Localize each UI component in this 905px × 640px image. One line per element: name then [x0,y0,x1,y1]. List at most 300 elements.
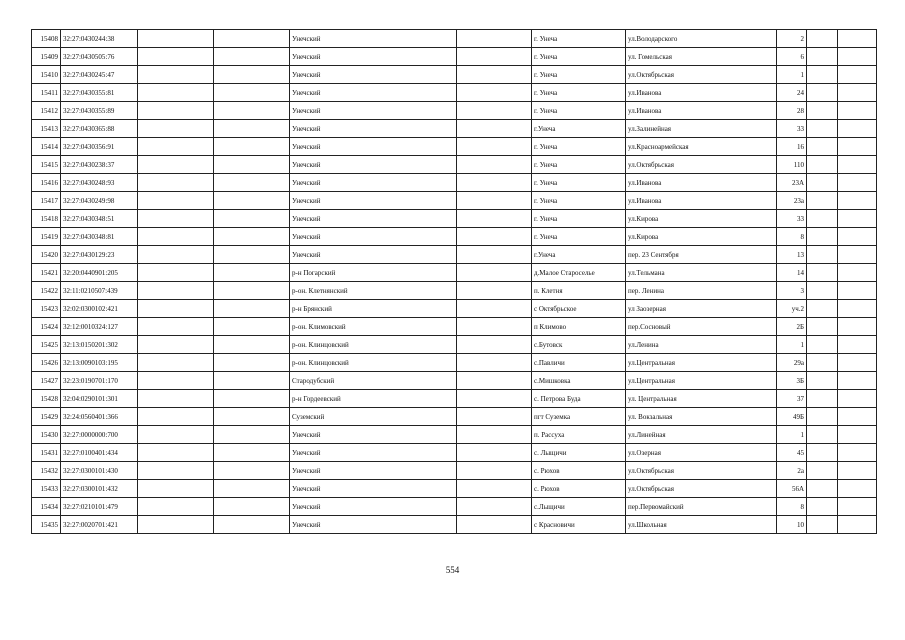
empty-cell [457,102,532,120]
table-row [32,408,877,426]
cadastral-number-cell: 32:27:0210101:479 [61,498,138,516]
district-cell: р-он. Клинцовский [290,354,457,372]
empty-cell [214,336,290,354]
empty-cell [214,228,290,246]
empty-cell [138,318,214,336]
cadastral-number-cell: 32:24:0560401:366 [61,408,138,426]
table-row [32,210,877,228]
district-cell: Унечский [290,66,457,84]
empty-cell [807,462,838,480]
cadastral-number-cell: 32:13:0090103:195 [61,354,138,372]
district-cell: Унечский [290,426,457,444]
empty-cell [138,516,214,534]
district-cell: р-он. Клинцовский [290,336,457,354]
row-number-cell: 15426 [32,354,61,372]
row-number-cell: 15417 [32,192,61,210]
settlement-cell: с Октябрьское [532,300,626,318]
house-number-cell: 24 [777,84,807,102]
empty-cell [457,444,532,462]
cadastral-number-cell: 32:27:0300101:430 [61,462,138,480]
empty-cell [214,354,290,372]
empty-cell [838,516,877,534]
empty-cell [138,480,214,498]
street-cell: ул.Кирова [626,228,777,246]
street-cell: пер. 23 Сентября [626,246,777,264]
empty-cell [838,336,877,354]
street-cell: ул. Вокзальная [626,408,777,426]
empty-cell [838,48,877,66]
registry-body [32,30,877,534]
empty-cell [457,30,532,48]
empty-cell [457,318,532,336]
empty-cell [838,498,877,516]
district-cell: р-н Погарский [290,264,457,282]
empty-cell [138,282,214,300]
empty-cell [807,408,838,426]
street-cell: ул.Ленина [626,336,777,354]
district-cell: Унечский [290,30,457,48]
settlement-cell: п. Клетня [532,282,626,300]
row-number-cell: 15420 [32,246,61,264]
table-row [32,138,877,156]
row-number-cell: 15433 [32,480,61,498]
cadastral-number-cell: 32:13:0150201:302 [61,336,138,354]
house-number-cell: 3Б [777,372,807,390]
empty-cell [807,354,838,372]
empty-cell [214,246,290,264]
empty-cell [214,444,290,462]
empty-cell [838,30,877,48]
empty-cell [138,138,214,156]
empty-cell [838,390,877,408]
empty-cell [138,372,214,390]
empty-cell [138,300,214,318]
house-number-cell: 23А [777,174,807,192]
empty-cell [457,354,532,372]
empty-cell [807,30,838,48]
row-number-cell: 15418 [32,210,61,228]
house-number-cell: 8 [777,498,807,516]
table-row [32,264,877,282]
empty-cell [214,210,290,228]
cadastral-number-cell: 32:27:0300101:432 [61,480,138,498]
empty-cell [838,192,877,210]
empty-cell [457,480,532,498]
settlement-cell: с.Бутовск [532,336,626,354]
table-row [32,192,877,210]
settlement-cell: г. Унеча [532,84,626,102]
row-number-cell: 15431 [32,444,61,462]
empty-cell [807,210,838,228]
empty-cell [214,318,290,336]
street-cell: ул.Иванова [626,84,777,102]
street-cell: ул.Тельмана [626,264,777,282]
empty-cell [838,210,877,228]
street-cell: ул.Иванова [626,192,777,210]
empty-cell [214,282,290,300]
settlement-cell: с. Рюхов [532,462,626,480]
cadastral-number-cell: 32:27:0430356:91 [61,138,138,156]
district-cell: р-н Брянский [290,300,457,318]
row-number-cell: 15416 [32,174,61,192]
house-number-cell: 2 [777,30,807,48]
empty-cell [214,462,290,480]
empty-cell [214,264,290,282]
house-number-cell: 28 [777,102,807,120]
empty-cell [214,192,290,210]
settlement-cell: г. Унеча [532,66,626,84]
cadastral-number-cell: 32:20:0440901:205 [61,264,138,282]
street-cell: ул.Иванова [626,102,777,120]
settlement-cell: с Красновичи [532,516,626,534]
empty-cell [457,498,532,516]
empty-cell [807,48,838,66]
cadastral-number-cell: 32:27:0430355:89 [61,102,138,120]
settlement-cell: г. Унеча [532,48,626,66]
row-number-cell: 15432 [32,462,61,480]
settlement-cell: г.Унеча [532,120,626,138]
row-number-cell: 15427 [32,372,61,390]
table-row [32,372,877,390]
empty-cell [457,192,532,210]
empty-cell [214,66,290,84]
table-row [32,516,877,534]
empty-cell [807,84,838,102]
empty-cell [807,174,838,192]
empty-cell [138,390,214,408]
table-row [32,48,877,66]
table-row [32,228,877,246]
empty-cell [807,192,838,210]
table-row [32,282,877,300]
empty-cell [807,300,838,318]
registry-table [31,29,877,534]
table-row [32,120,877,138]
district-cell: Суземский [290,408,457,426]
house-number-cell: 23а [777,192,807,210]
row-number-cell: 15421 [32,264,61,282]
cadastral-number-cell: 32:27:0430245:47 [61,66,138,84]
row-number-cell: 15412 [32,102,61,120]
settlement-cell: с. Лыщичи [532,444,626,462]
table-row [32,300,877,318]
street-cell: пер. Ленина [626,282,777,300]
empty-cell [838,138,877,156]
district-cell: Унечский [290,48,457,66]
district-cell: Унечский [290,210,457,228]
empty-cell [838,462,877,480]
table-row [32,66,877,84]
empty-cell [457,156,532,174]
district-cell: Унечский [290,84,457,102]
empty-cell [807,66,838,84]
empty-cell [457,408,532,426]
row-number-cell: 15414 [32,138,61,156]
house-number-cell: 16 [777,138,807,156]
cadastral-number-cell: 32:27:0100401:434 [61,444,138,462]
empty-cell [138,426,214,444]
district-cell: р-он. Климовский [290,318,457,336]
empty-cell [138,246,214,264]
empty-cell [807,138,838,156]
empty-cell [807,444,838,462]
empty-cell [457,84,532,102]
empty-cell [214,390,290,408]
settlement-cell: г. Унеча [532,138,626,156]
street-cell: ул.Красноармейская [626,138,777,156]
settlement-cell: с.Павличи [532,354,626,372]
empty-cell [457,462,532,480]
empty-cell [838,264,877,282]
district-cell: р-н Гордеевский [290,390,457,408]
settlement-cell: с. Рюхов [532,480,626,498]
empty-cell [838,444,877,462]
house-number-cell: 1 [777,336,807,354]
empty-cell [138,174,214,192]
cadastral-number-cell: 32:27:0430244:38 [61,30,138,48]
table-row [32,84,877,102]
empty-cell [838,174,877,192]
row-number-cell: 15415 [32,156,61,174]
house-number-cell: уч.2 [777,300,807,318]
row-number-cell: 15434 [32,498,61,516]
row-number-cell: 15429 [32,408,61,426]
empty-cell [214,372,290,390]
empty-cell [138,354,214,372]
cadastral-number-cell: 32:27:0430249:98 [61,192,138,210]
empty-cell [457,426,532,444]
district-cell: Унечский [290,462,457,480]
row-number-cell: 15428 [32,390,61,408]
empty-cell [138,228,214,246]
empty-cell [214,138,290,156]
table-row [32,480,877,498]
settlement-cell: п. Рассуха [532,426,626,444]
cadastral-number-cell: 32:27:0430248:93 [61,174,138,192]
street-cell: пер.Первомайский [626,498,777,516]
empty-cell [138,192,214,210]
street-cell: ул.Иванова [626,174,777,192]
table-row [32,444,877,462]
house-number-cell: 33 [777,210,807,228]
house-number-cell: 1 [777,66,807,84]
cadastral-number-cell: 32:27:0430355:81 [61,84,138,102]
street-cell: ул.Кирова [626,210,777,228]
district-cell: Унечский [290,174,457,192]
empty-cell [214,516,290,534]
empty-cell [214,120,290,138]
page-number: 554 [445,565,460,575]
row-number-cell: 15410 [32,66,61,84]
district-cell: Унечский [290,480,457,498]
row-number-cell: 15435 [32,516,61,534]
empty-cell [807,372,838,390]
empty-cell [838,228,877,246]
house-number-cell: 49Б [777,408,807,426]
empty-cell [214,426,290,444]
table-row [32,336,877,354]
row-number-cell: 15430 [32,426,61,444]
cadastral-number-cell: 32:04:0290101:301 [61,390,138,408]
row-number-cell: 15411 [32,84,61,102]
empty-cell [214,174,290,192]
street-cell: ул.Октябрьская [626,66,777,84]
empty-cell [807,498,838,516]
settlement-cell: пгт Суземка [532,408,626,426]
empty-cell [807,516,838,534]
table-row [32,156,877,174]
empty-cell [457,66,532,84]
cadastral-number-cell: 32:27:0430348:81 [61,228,138,246]
empty-cell [214,408,290,426]
house-number-cell: 6 [777,48,807,66]
table-row [32,102,877,120]
district-cell: Унечский [290,102,457,120]
empty-cell [838,282,877,300]
empty-cell [807,282,838,300]
street-cell: ул.Центральная [626,372,777,390]
empty-cell [807,318,838,336]
empty-cell [807,264,838,282]
street-cell: ул.Октябрьская [626,156,777,174]
empty-cell [138,336,214,354]
empty-cell [138,444,214,462]
cadastral-number-cell: 32:23:0190701:170 [61,372,138,390]
empty-cell [138,48,214,66]
house-number-cell: 110 [777,156,807,174]
empty-cell [138,30,214,48]
settlement-cell: д.Малое Староселье [532,264,626,282]
empty-cell [138,66,214,84]
empty-cell [838,480,877,498]
empty-cell [457,174,532,192]
empty-cell [457,282,532,300]
house-number-cell: 29а [777,354,807,372]
house-number-cell: 14 [777,264,807,282]
empty-cell [457,228,532,246]
empty-cell [457,120,532,138]
empty-cell [838,300,877,318]
street-cell: ул.Володарского [626,30,777,48]
empty-cell [457,210,532,228]
empty-cell [838,66,877,84]
table-row [32,30,877,48]
empty-cell [457,264,532,282]
empty-cell [807,156,838,174]
house-number-cell: 10 [777,516,807,534]
empty-cell [807,390,838,408]
house-number-cell: 2Б [777,318,807,336]
empty-cell [214,30,290,48]
street-cell: ул.Озерная [626,444,777,462]
empty-cell [214,102,290,120]
empty-cell [138,462,214,480]
empty-cell [214,300,290,318]
empty-cell [838,246,877,264]
row-number-cell: 15424 [32,318,61,336]
empty-cell [838,354,877,372]
cadastral-number-cell: 32:02:0300102:421 [61,300,138,318]
district-cell: Унечский [290,444,457,462]
empty-cell [138,84,214,102]
street-cell: ул.Октябрьская [626,480,777,498]
house-number-cell: 2а [777,462,807,480]
settlement-cell: г.Унеча [532,246,626,264]
table-row [32,318,877,336]
empty-cell [457,138,532,156]
empty-cell [838,156,877,174]
street-cell: ул.Школьная [626,516,777,534]
settlement-cell: г. Унеча [532,228,626,246]
cadastral-number-cell: 32:11:0210507:439 [61,282,138,300]
house-number-cell: 8 [777,228,807,246]
cadastral-number-cell: 32:27:0430505:76 [61,48,138,66]
empty-cell [214,84,290,102]
table-row [32,462,877,480]
district-cell: Унечский [290,498,457,516]
street-cell: ул Заозерная [626,300,777,318]
table-row [32,246,877,264]
cadastral-number-cell: 32:27:0430129:23 [61,246,138,264]
empty-cell [138,498,214,516]
house-number-cell: 56А [777,480,807,498]
cadastral-number-cell: 32:27:0020701:421 [61,516,138,534]
settlement-cell: п Климово [532,318,626,336]
empty-cell [838,84,877,102]
empty-cell [138,120,214,138]
table-row [32,426,877,444]
house-number-cell: 37 [777,390,807,408]
row-number-cell: 15425 [32,336,61,354]
empty-cell [457,516,532,534]
cadastral-number-cell: 32:27:0000000:700 [61,426,138,444]
row-number-cell: 15422 [32,282,61,300]
empty-cell [138,264,214,282]
settlement-cell: г. Унеча [532,192,626,210]
street-cell: ул. Гомельская [626,48,777,66]
house-number-cell: 45 [777,444,807,462]
settlement-cell: г. Унеча [532,210,626,228]
empty-cell [457,336,532,354]
district-cell: р-он. Клетнянский [290,282,457,300]
cadastral-number-cell: 32:27:0430348:51 [61,210,138,228]
house-number-cell: 33 [777,120,807,138]
row-number-cell: 15413 [32,120,61,138]
street-cell: ул.Линейная [626,426,777,444]
street-cell: пер.Сосновый [626,318,777,336]
street-cell: ул. Центральная [626,390,777,408]
district-cell: Унечский [290,228,457,246]
empty-cell [807,480,838,498]
empty-cell [214,48,290,66]
cadastral-number-cell: 32:27:0430365:88 [61,120,138,138]
empty-cell [457,390,532,408]
settlement-cell: с. Петрова Буда [532,390,626,408]
empty-cell [457,48,532,66]
settlement-cell: г. Унеча [532,102,626,120]
cadastral-number-cell: 32:27:0430238:37 [61,156,138,174]
empty-cell [138,156,214,174]
empty-cell [838,318,877,336]
district-cell: Унечский [290,120,457,138]
house-number-cell: 1 [777,426,807,444]
empty-cell [807,246,838,264]
empty-cell [457,372,532,390]
empty-cell [457,246,532,264]
settlement-cell: г. Унеча [532,30,626,48]
empty-cell [807,102,838,120]
table-row [32,174,877,192]
